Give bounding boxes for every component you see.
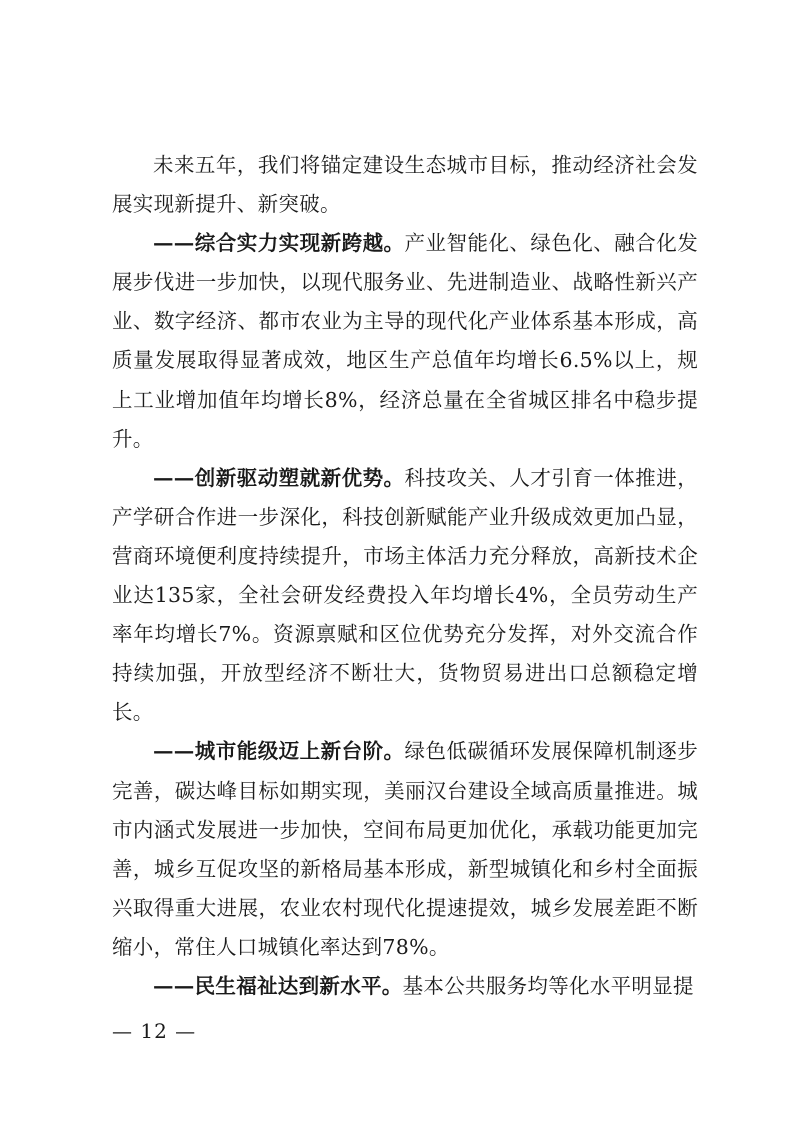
page-number: — 12 — [112,1019,197,1043]
paragraph-intro [112,146,698,224]
paragraph-urban-level [112,732,698,967]
paragraph-heading: ——城市能级迈上新台阶。 [153,739,405,764]
body-text [112,146,698,1006]
paragraph-livelihood [112,967,698,1006]
paragraph-heading: ——创新驱动塑就新优势。 [153,465,405,490]
paragraph-text: 绿色低碳循环发展保障机制逐步完善，碳达峰目标如期实现，美丽汉台建设全域高质量推进。城市内涵式发展进一步加快，空间布局更加优化，承载功能更加完善，城乡互促攻坚的新格局基本形成，新型城镇化和乡村全面振兴取得重大进展，农业农村现代化提速提效，城乡发展差距不断缩小，常住人口城镇化率达到78%。 [112,739,698,959]
paragraph-text: 科技攻关、人才引育一体推进，产学研合作进一步深化，科技创新赋能产业升级成效更加凸显，营商环境便利度持续提升，市场主体活力充分释放，高新技术企业达135家，全社会研发经费投入年均增长4%，全员劳动生产率年均增长7%。资源禀赋和区位优势充分发挥，对外交流合作持续加强，开放型经济不断壮大，货物贸易进出口总额稳定增长。 [112,465,698,725]
paragraph-innovation [112,459,698,733]
paragraph-text: 未来五年，我们将锚定建设生态城市目标，推动经济社会发展实现新提升、新突破。 [112,153,698,217]
paragraph-text: 基本公共服务均等化水平明显提 [402,973,694,998]
paragraph-heading: ——综合实力实现新跨越。 [153,231,405,256]
paragraph-heading: ——民生福祉达到新水平。 [153,973,403,998]
paragraph-comprehensive-strength [112,224,698,459]
paragraph-text: 产业智能化、绿色化、融合化发展步伐进一步加快，以现代服务业、先进制造业、战略性新兴产业、数字经济、都市农业为主导的现代化产业体系基本形成，高质量发展取得显著成效，地区生产总值年均增长6.5%以上，规上工业增加值年均增长8%，经济总量在全省城区排名中稳步提升。 [112,231,698,451]
